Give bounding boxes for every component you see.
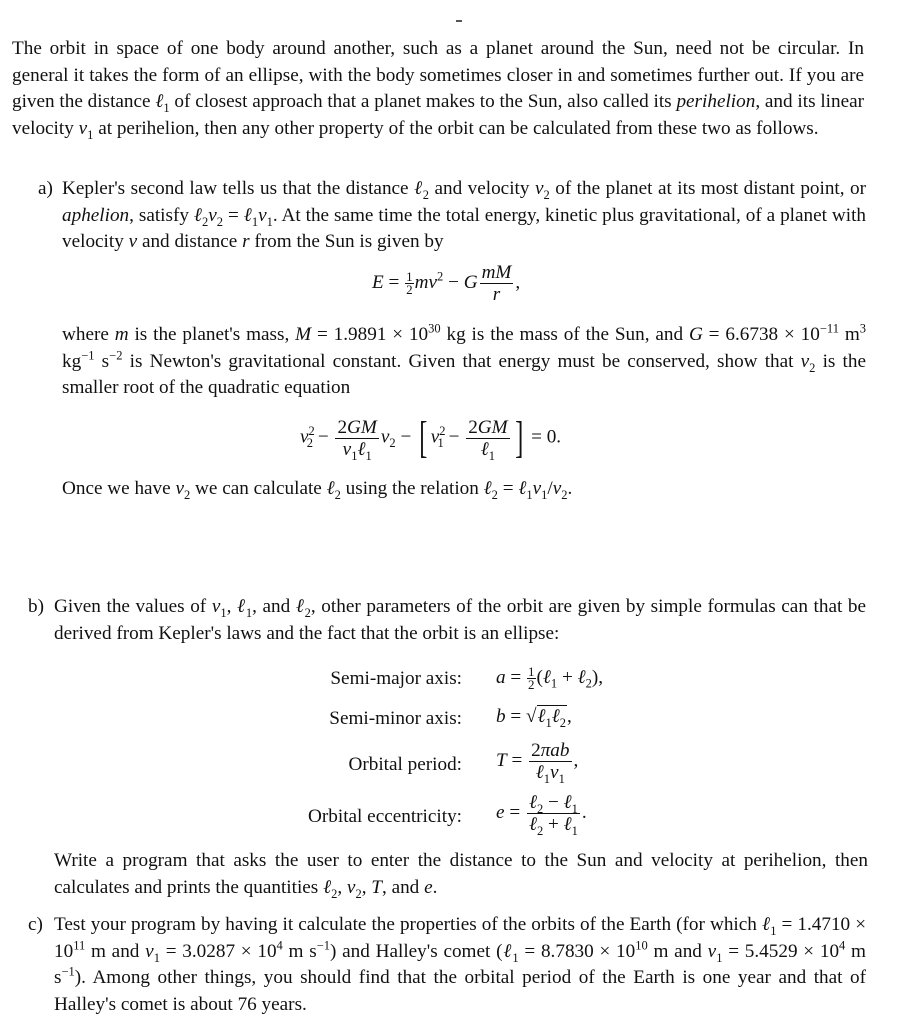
part-c-text: Test your program by having it calculate the properties of the orbits of the Earth (for which ℓ$_1$ = $1.4710 \times 10^{11}$ m and $v_1 = 3.0287 \times 10^4$ m $s^{-1}$) and Halley's comet (ℓ$_1$ = $8.7830 \times 10^{10}$ m and $v_1 = 5.4529 \times 10^4$ m $s^{-1}$). Among other things, you should find that the orbital period of the Earth is one year and that of Halley's comet is about 76 years.	[54, 914, 867, 1015]
part-a-text-2: where m is the planet's mass, $M = 1.9891 \times 10^{30}$ kg is the mass of the Sun, and $G = 6.6738 \times 10^{-11}$ $m^3$ $kg^{-1}$ $s^{-2}$ is Newton's gravitational constant. Given that energy must be conserved, show that $v_2$ is the smaller root of the quadratic equation	[62, 321, 867, 398]
part-b-label: b)	[28, 596, 44, 617]
part-a-text: Kepler's second law tells us that the distance ℓ$_2$ and velocity $v_2$ of the planet at its most distant point, or aphelion, satisfy $\ell_2v_2$ = $\ell_1v_1$. At the same time the total energy, kinetic plus gravitational, of a planet with velocity v and distance r from the Sun is given by	[62, 178, 867, 252]
term-aphelion: aphelion	[62, 204, 130, 226]
part-b-text-2: Write a program that asks the user to enter the distance to the Sun and velocity at perihelion, then calculates and prints the quantities ℓ$_2$, $v_2$, T, and e.	[54, 850, 868, 901]
part-b	[28, 594, 868, 654]
term-perihelion: perihelion	[676, 91, 756, 112]
formula-row-period: Orbital period: T = $\frac{\text{2πab}}{\ell_1v_1}$ ,	[348, 740, 579, 786]
part-b-text: Given the values of $v_1$, ℓ$_1$, and ℓ$_2$, other parameters of the orbit are given by simple formulas can that be derived from Kepler's laws and the fact that the orbit is an ellipse:	[54, 596, 867, 644]
scan-mark	[456, 20, 462, 22]
part-c	[28, 912, 868, 1022]
part-c-label: c)	[28, 914, 43, 935]
quadratic-equation: $v^2_2$ − $\frac{2GM}{v_1\ell_1}$ $v_2$ − [ $v^2_1$ − $\frac{2GM}{\ell_1}$ ] = 0.	[300, 413, 562, 463]
energy-equation: E = $\frac{1}{2}$ $mv^2 - G$ $\frac{mM}{r}$ ,	[372, 262, 521, 305]
formula-row-eccentricity: Orbital eccentricity: e = $\frac{\ell_2 - \ell_1}{\ell_2 + \ell_1}$ .	[308, 792, 587, 838]
intro-paragraph: The orbit in space of one body around another, such as a planet around the Sun, need not be circular. In general it takes the form of an ellipse, with the body sometimes closer in and sometimes further out. If you are given the distance ℓ$_1$ of closest approach that a planet makes to the Sun, also called its perihelion, and its linear velocity $v_1$ at perihelion, then any other property of the orbit can be calculated from these two as follows.	[12, 38, 865, 142]
formula-row-semi-major: Semi-major axis: a = $\frac{1}{2}$ (ℓ$_1$ + ℓ$_2$),	[330, 664, 604, 692]
part-a-text-3: Once we have $v_2$ we can calculate ℓ$_2$ using the relation ℓ$_2$ = $\ell_1v_1/v_2$.	[62, 478, 573, 502]
formula-row-semi-minor: Semi-minor axis: b = √ℓ$_1$ℓ$_2$,	[329, 706, 572, 730]
part-a-label: a)	[38, 178, 53, 199]
